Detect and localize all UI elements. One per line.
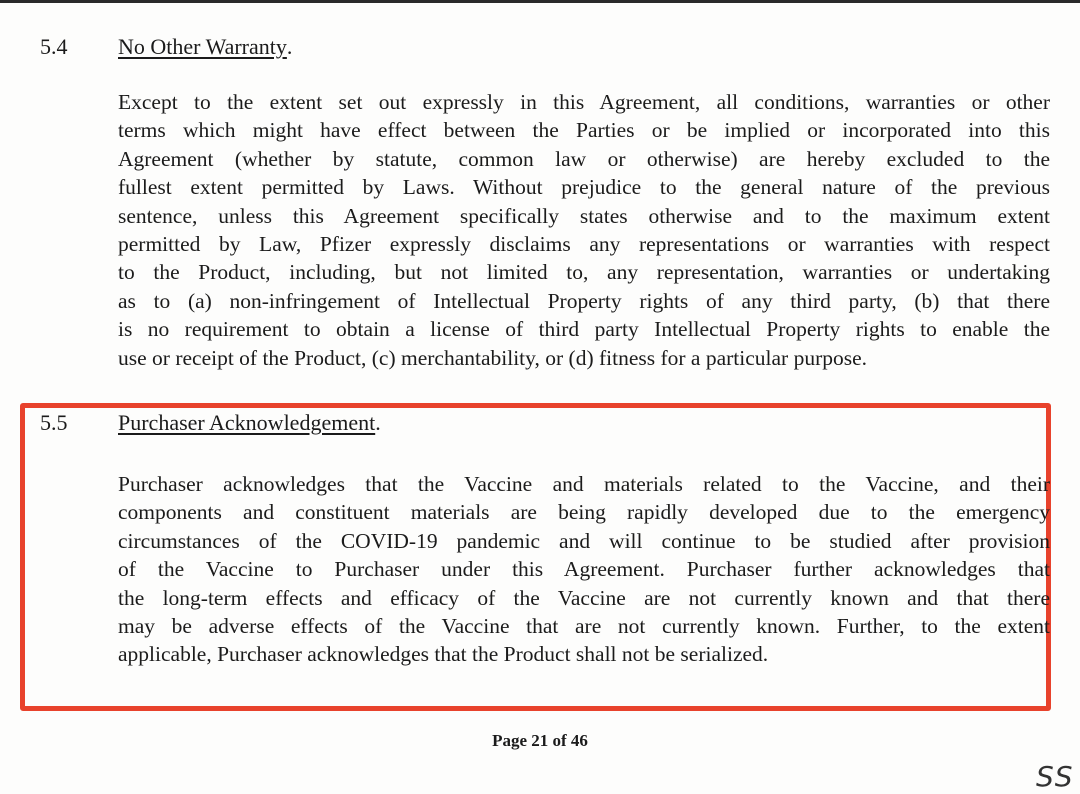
section-title-5-4 [118, 34, 292, 60]
paragraph-line: permitted by Law, Pfizer expressly disclaims any representations or warranties with respect [118, 231, 1050, 256]
paragraph-line: the long-term effects and efficacy of the Vaccine are not currently known and that there [118, 585, 1050, 610]
paragraph-line: to the Product, including, but not limited to, any representation, warranties or undertaking [118, 260, 1050, 285]
paragraph-line: is no requirement to obtain a license of third party Intellectual Property rights to enable the [118, 317, 1050, 342]
section-title-text: No Other Warranty [118, 34, 287, 59]
paragraph-line: circumstances of the COVID-19 pandemic and will continue to be studied after provision [118, 528, 1050, 553]
section-paragraph-5-4 [118, 88, 1050, 372]
page-footer [0, 731, 1080, 751]
paragraph-line: Purchaser acknowledges that the Vaccine and materials related to the Vaccine, and their [118, 472, 1050, 496]
paragraph-line: sentence, unless this Agreement specifically states otherwise and to the maximum extent [118, 203, 1050, 228]
section-title-5-5 [118, 410, 381, 436]
section-number-5-4: 5.4 [40, 34, 68, 59]
section-title-punct: . [375, 410, 381, 435]
page-word: Page [492, 731, 527, 750]
section-title-punct: . [286, 34, 293, 59]
current-page-number: 21 [531, 731, 549, 750]
paragraph-line: applicable, Purchaser acknowledges that the Product shall not be serialized. [118, 642, 769, 667]
of-word: of [552, 731, 567, 750]
section-title-text: Purchaser Acknowledgement [118, 410, 376, 435]
paragraph-line: of the Vaccine to Purchaser under this Agreement. Purchaser further acknowledges that [118, 557, 1050, 582]
paragraph-line: components and constituent materials are being rapidly developed due to the emergency [118, 500, 1050, 525]
paragraph-line: Except to the extent set out expressly in this Agreement, all conditions, warranties or other [118, 90, 1050, 114]
section-number-5-5: 5.5 [40, 410, 68, 435]
paragraph-line: use or receipt of the Product, (c) merchantability, or (d) fitness for a particular purpose. [118, 345, 868, 370]
paragraph-line: fullest extent permitted by Laws. Without prejudice to the general nature of the previous [118, 175, 1050, 200]
top-rule [0, 0, 1080, 3]
paragraph-line: as to (a) non-infringement of Intellectual Property rights of any third party, (b) that there [118, 288, 1050, 313]
paragraph-line: terms which might have effect between the Parties or be implied or incorporated into this [118, 118, 1050, 143]
total-page-count: 46 [570, 731, 588, 750]
paragraph-line: may be adverse effects of the Vaccine that are not currently known. Further, to the extent [118, 613, 1050, 638]
handwritten-initials: SS [1036, 760, 1075, 793]
section-paragraph-5-5 [118, 470, 1050, 669]
paragraph-line: Agreement (whether by statute, common law or otherwise) are hereby excluded to the [118, 146, 1050, 171]
